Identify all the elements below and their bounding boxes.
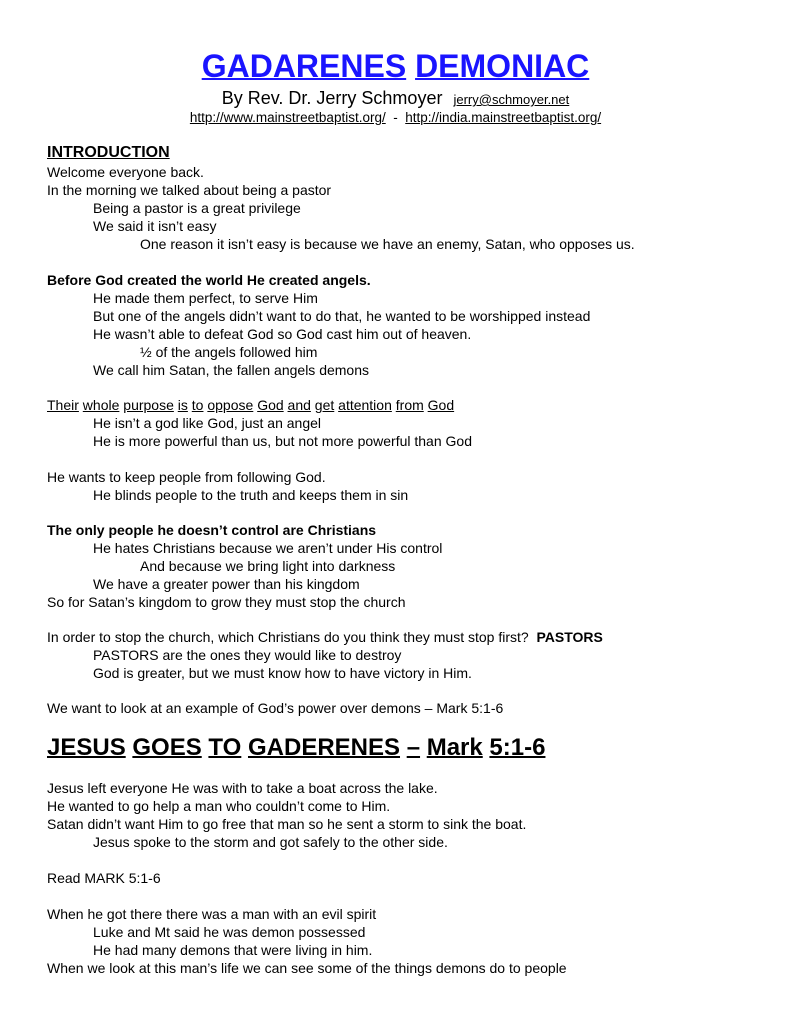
heading-word: 5:1-6 [489,734,546,761]
question-line [47,629,603,646]
page-title [0,46,791,86]
heading-word: Mark [426,734,483,761]
underlined-word: attention [338,397,392,413]
text-line: We have a greater power than his kingdom [93,576,360,592]
text-line: He wasn’t able to defeat God so God cast him out of heaven. [93,326,472,342]
heading-word: GOES [132,734,202,761]
section-heading [47,733,545,763]
text-line: Luke and Mt said he was demon possessed [93,924,366,940]
heading-word: TO [208,734,242,761]
website-link-india[interactable]: http://india.mainstreetbaptist.org/ [405,110,602,125]
text-line-bold: Before God created the world He created angels. [47,272,371,288]
text-line: Jesus left everyone He was with to take a boat across the lake. [47,780,438,796]
website-link-main[interactable]: http://www.mainstreetbaptist.org/ [189,110,386,125]
underlined-word: and [287,397,311,413]
text-line-bold: The only people he doesn’t control are Christians [47,522,377,538]
text-line: We call him Satan, the fallen angels demons [93,362,370,378]
text-line: Being a pastor is a great privilege [93,200,301,216]
heading-word: GADERENES [247,734,401,761]
text-line: ½ of the angels followed him [140,344,318,360]
text-line: In the morning we talked about being a pastor [47,182,332,198]
underlined-word: Their [47,397,79,413]
text-line: He is more powerful than us, but not more powerful than God [93,433,472,449]
text-line: So for Satan’s kingdom to grow they must stop the church [47,594,406,610]
underlined-word: purpose [123,397,174,413]
author-byline [0,87,791,111]
title-link-demoniac[interactable]: DEMONIAC [415,48,590,84]
underlined-statement [47,397,454,414]
text-line: Satan didn’t want Him to go free that man so he sent a storm to sink the boat. [47,816,527,832]
text-line: God is greater, but we must know how to have victory in Him. [93,665,472,681]
underlined-word: God [427,397,455,413]
link-separator: - [393,110,398,125]
underlined-word: from [395,397,424,413]
underlined-word: God [257,397,284,413]
text-line: But one of the angels didn’t want to do that, he wanted to be worshipped instead [93,308,591,324]
text-line: He blinds people to the truth and keeps them in sin [93,487,409,503]
website-links [0,109,791,127]
underlined-word: whole [82,397,120,413]
text-line: He wants to keep people from following God. [47,469,326,485]
introduction-heading: INTRODUCTION [47,144,170,161]
text-line: He wanted to go help a man who couldn’t come to Him. [47,798,391,814]
author-name: By Rev. Dr. Jerry Schmoyer [221,88,443,108]
text-line: PASTORS are the ones they would like to destroy [93,647,402,663]
heading-word: – [406,734,421,761]
underlined-word: is [177,397,188,413]
text-line: Read MARK 5:1-6 [47,870,161,886]
question-text: In order to stop the church, which Christians do you think they must stop first? [47,629,529,645]
text-line: One reason it isn’t easy is because we have an enemy, Satan, who opposes us. [140,236,635,252]
underlined-word: to [191,397,204,413]
text-line: And because we bring light into darkness [140,558,396,574]
answer-pastors: PASTORS [536,629,603,645]
text-line: He made them perfect, to serve Him [93,290,318,306]
text-line: We said it isn’t easy [93,218,217,234]
heading-word: JESUS [47,734,126,761]
text-line: He hates Christians because we aren’t under His control [93,540,443,556]
underlined-word: oppose [207,397,254,413]
text-line: When he got there there was a man with an evil spirit [47,906,377,922]
underlined-word: get [314,397,335,413]
text-line: We want to look at an example of God’s power over demons – Mark 5:1-6 [47,700,504,716]
text-line: He isn’t a god like God, just an angel [93,415,322,431]
author-email-link[interactable]: jerry@schmoyer.net [453,92,570,107]
text-line: When we look at this man’s life we can see some of the things demons do to people [47,960,567,976]
text-line: He had many demons that were living in him. [93,942,373,958]
title-link-gadarenes[interactable]: GADARENES [201,48,407,84]
text-line: Welcome everyone back. [47,164,204,180]
text-line: Jesus spoke to the storm and got safely to the other side. [93,834,448,850]
